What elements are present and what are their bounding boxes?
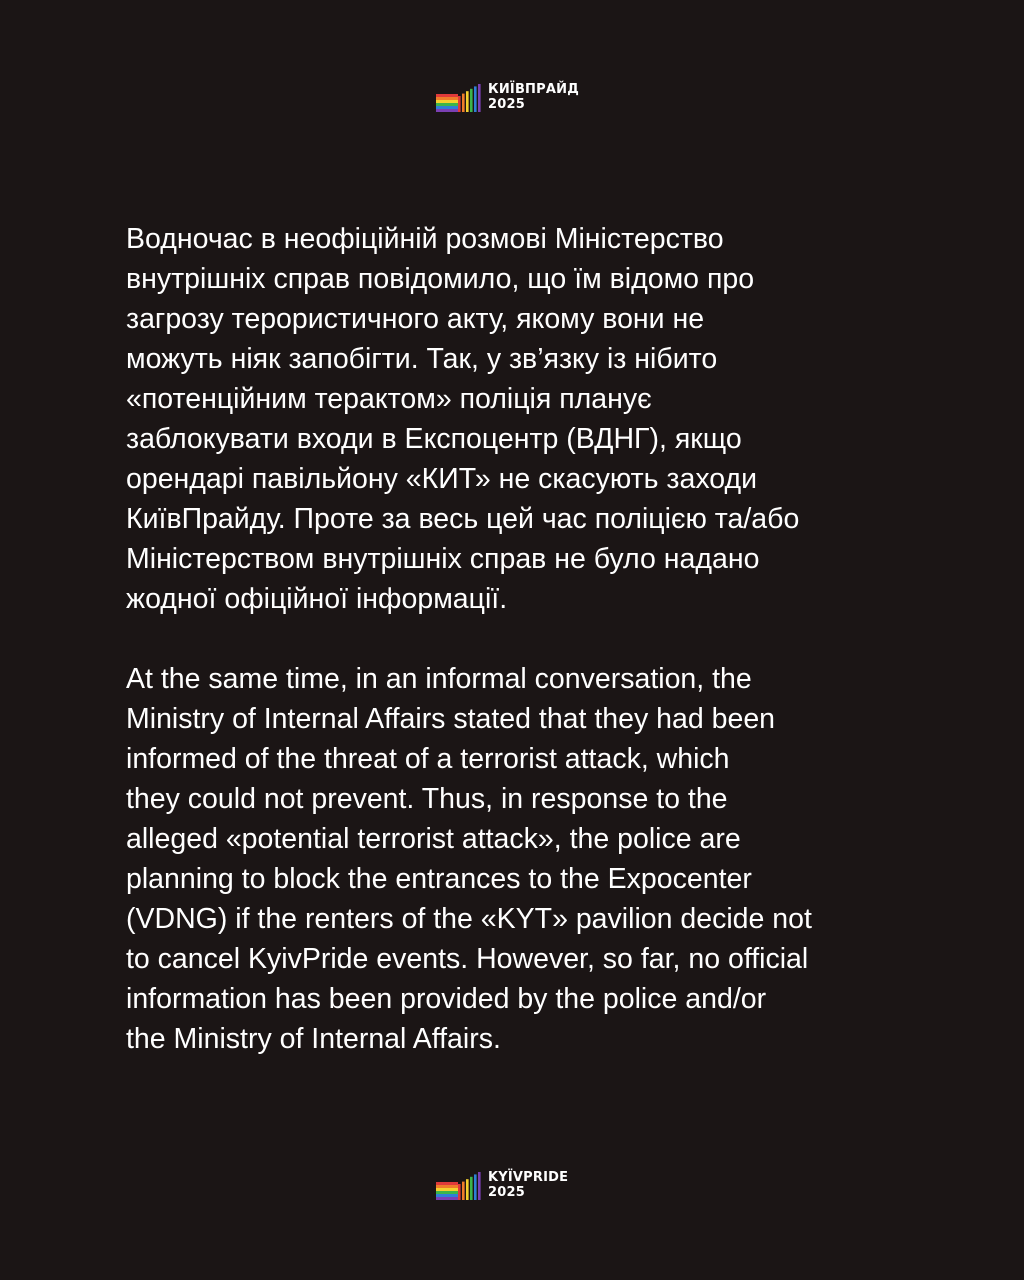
- logo-bar-stripe: [474, 86, 477, 112]
- logo-band-stripe: [436, 106, 458, 109]
- logo-band-stripe: [436, 1197, 458, 1200]
- logo-wordmark: [488, 82, 579, 112]
- logo-band-stripe: [436, 97, 458, 100]
- logo-band-stripe: [436, 100, 458, 103]
- logo-bar-stripe: [470, 89, 473, 112]
- statement-english: At the same time, in an informal conversation, the Ministry of Internal Affairs stated that they had been informed of the threat of a terrorist attack, which they could not prevent. Thus, in response to the alleged «potential terrorist attack», the police are planning to block the entrances to the Expocenter (VDNG) if the renters of the «KYT» pavilion decide not to cancel KyivPride events. However, so far, no official information has been provided by the police and/or the Ministry of Internal Affairs.: [126, 663, 812, 1055]
- rainbow-stripes-logo-icon: [436, 82, 482, 112]
- logo-bar-stripe: [478, 84, 481, 112]
- logo-band-stripe: [436, 1191, 458, 1194]
- logo-bar-stripe: [466, 91, 469, 112]
- logo-band-stripe: [436, 103, 458, 106]
- logo-bar-stripe: [474, 1174, 477, 1200]
- logo-band-stripe: [436, 1194, 458, 1197]
- logo-band-stripe: [436, 94, 458, 97]
- statement-ukrainian: Водночас в неофіційній розмові Міністерство внутрішніх справ повідомило, що їм відомо про загрозу терористичного акту, якому вони не можуть ніяк запобігти. Так, у зв’язку із нібито «потенційним терактом» поліція планує заблокувати входи в Експоцентр (ВДНГ), якщо орендарі павільйону «КИТ» не скасують заходи КиївПрайду. Проте за весь цей час поліцією та/або Міністерством внутрішніх справ не було надано жодної офіційної інформації.: [126, 223, 800, 615]
- logo-year: 2025: [488, 97, 525, 112]
- header-logo: [436, 82, 579, 112]
- logo-band-stripe: [436, 1188, 458, 1191]
- rainbow-stripes-logo-icon: [436, 1170, 482, 1200]
- logo-bar-stripe: [462, 94, 465, 112]
- logo-year: 2025: [488, 1185, 525, 1200]
- logo-bar-stripe: [478, 1172, 481, 1200]
- logo-band-stripe: [436, 1182, 458, 1185]
- logo-band-stripe: [436, 1185, 458, 1188]
- logo-bar-stripe: [470, 1177, 473, 1200]
- logo-title: КИЇВПРАЙД: [488, 82, 579, 97]
- logo-wordmark: [488, 1170, 568, 1200]
- logo-bar-stripe: [466, 1179, 469, 1200]
- logo-bar-stripe: [462, 1182, 465, 1200]
- logo-bar-stripe: [458, 1184, 461, 1200]
- logo-bar-stripe: [458, 96, 461, 112]
- logo-band-stripe: [436, 109, 458, 112]
- logo-title: KYЇVPRIDE: [488, 1170, 569, 1185]
- footer-logo: [436, 1170, 568, 1200]
